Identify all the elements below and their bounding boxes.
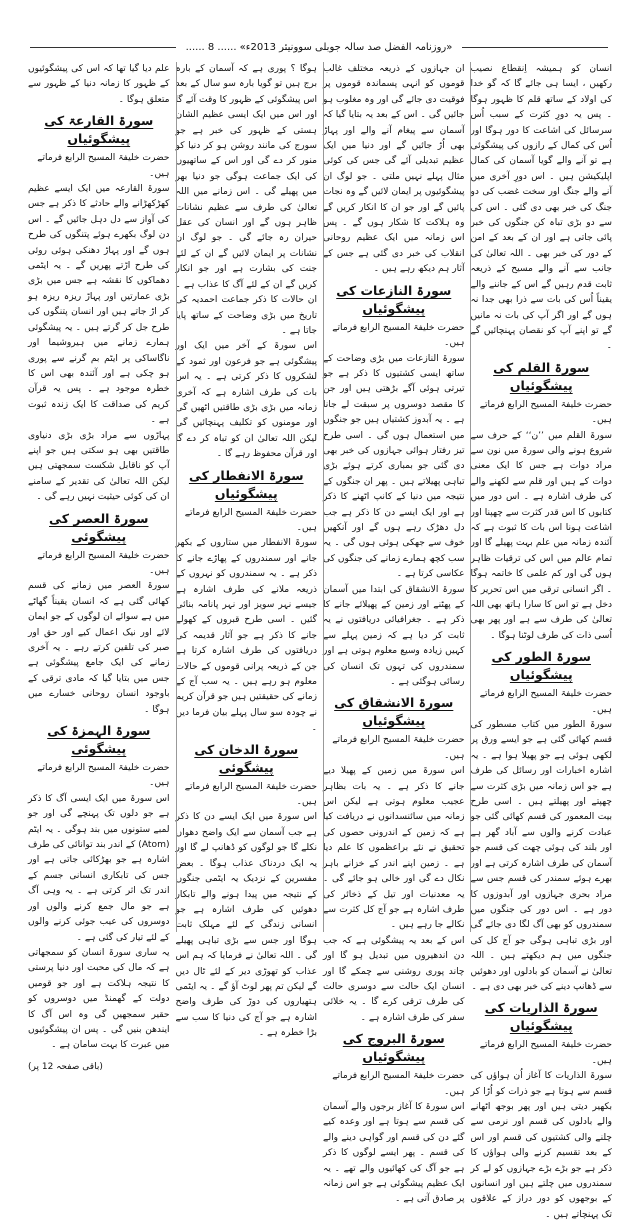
body-paragraph: اس کے بعد یہ پیشگوئی ہے کہ جب دن اندھیروں میں تبدیل ہو گا اور چاند پوری روشنی سے چمکے گا اور انسان ایک حالت سے دوسری حالت کی طرف ترقی کرے گا ۔ یہ خلائی سفر کی طرف اشارہ ہے ۔ — [323, 935, 465, 1023]
section-heading: سورۃ الہمزۃ کی پیشگوئی — [47, 723, 151, 757]
attribution-line: حضرت خلیفۃ المسیح الرابع فرماتے ہیں۔ — [332, 735, 465, 761]
body-paragraph: سورۃ العصر میں زمانے کی قسم کھائی گئی ہے کہ انسان یقیناً گھاٹے میں ہے سوائے ان لوگوں کے جو ایمان لائے اور نیک اعمال کیے اور حق اور صبر کی تلقین کرتے رہے ۔ یہ آخری زمانے کی ایک جامع پیشگوئی ہے جس میں بتایا گیا کہ مادی ترقی کے باوجود انسان روحانی خسارے میں ہوگا ۔ — [28, 581, 170, 715]
attribution-line: حضرت خلیفۃ المسیح الرابع فرماتے ہیں۔ — [184, 507, 317, 533]
body-paragraph: سورۃ النازعات میں بڑی وضاحت کے ساتھ ایسی کشتیوں کا ذکر ہے جو تیرتی ہوئی آگے بڑھتی ہیں اور جن کا مقصد دوسروں پر سبقت لے جانا ہے ۔ یہ آبدوز کشتیاں ہیں جو جنگوں میں استعمال ہوں گی ۔ اسی طرح تیز رفتار ہوائی جہازوں کی خبر بھی دی گئی جو بمباری کرتے ہوئے بڑی تباہی پھیلاتے ہیں ۔ پھر ان جنگوں کے نتیجہ میں دنیا کے کانپ اٹھنے کا ذکر ہے اور ایک ایسے دن کا ذکر ہے جب دل دھڑک رہے ہوں گے اور آنکھیں خوف سے جھکی ہوئی ہوں گی ۔ یہ سب کچھ ہمارے زمانے کی جنگوں کی عکاسی کرتا ہے ۔ — [323, 353, 465, 580]
body-paragraph: ہوگا ؟ پوری ہے کہ آسمان کے بارہ برج ہیں تو گویا بارہ سو سال کے بعد اس پیشگوئی کے ظہور کا وقت آئے گا اور اس میں ایک ایسی عظیم الشان ہستی کے ظہور کی خبر ہے جو سورج کی مانند روشن ہو کر دنیا کو منور کر دے گی اور اس کے ساتھیوں کی ایک جماعت ہوگی جو دنیا بھر میں پھیلے گی ۔ اس زمانے میں اللہ تعالیٰ کی طرف سے عظیم نشانات ظاہر ہوں گے اور انسان کی عقل حیران رہ جائے گی ۔ جو لوگ ان نشانات پر ایمان لائیں گے ان کے لئے جنت کی بشارت ہے اور جو انکار کریں گے ان کے لئے آگ کا عذاب ہے ۔ ان حالات کا ذکر جماعت احمدیہ کی تاریخ میں بڑی وضاحت کے ساتھ پایا جاتا ہے ۔ — [175, 64, 317, 336]
body-paragraph: سورۃ القلم میں ’’ن‘‘ کے حرف سے شروع ہونے والی سورۃ میں نون سے مراد دوات ہے جس کا ایک معنی دوات کے ہیں اور قلم سے لکھنے والے کی طرف اشارہ ہے ۔ اس دور میں کتابوں کا اس قدر کثرت سے چھپنا اور اشاعت ہونا اس بات کا ثبوت ہے کہ آئندہ زمانہ میں علم بہت پھیلے گا اور تمام عالم میں اس کی ترقیات ظاہر ہوں گی اور کم علمی کا خاتمہ ہوگا ۔ اگر انسانی ترقی میں اس تحریر کا دخل ہے تو اس کا سارا ہاتھ بھی اللہ تعالیٰ کی طرف سے ہے اور پھر بھی اُسی ذات کی طرف لوٹنا ہوگا ۔ — [470, 430, 612, 641]
body-paragraph: اس سورۃ میں زمین کے پھیلا دیے جانے کا ذکر ہے ۔ یہ بات بظاہر عجیب معلوم ہوتی ہے لیکن اس زمانہ میں سائنسدانوں نے دریافت کیا ہے کہ زمین کے اندرونی حصوں کی تحقیق نے نئے براعظموں کا علم دیا ہے ۔ زمین اپنے اندر کے خزانے باہر نکال دے گی اور خالی ہو جائے گی ۔ یہ معدنیات اور تیل کے ذخائر کی طرف اشارہ ہے جو آج کل کثرت سے نکالے جا رہے ہیں ۔ — [323, 766, 465, 931]
body-paragraph: سورۃ الانفطار میں ستاروں کے بکھر جانے اور سمندروں کے پھاڑے جانے کا ذکر ہے ۔ یہ سمندروں کو نہروں کے ذریعہ ملانے کی طرف اشارہ ہے جیسے نہر سویز اور نہر پانامہ بنائی گئیں ۔ اسی طرح قبروں کے کھولے جانے کا ذکر ہے جو آثار قدیمہ کی دریافتوں کی طرف اشارہ کرتا ہے جن کے ذریعہ پرانی قوموں کے حالات معلوم ہو رہے ہیں ۔ یہ سب آج کے زمانے کی حقیقتیں ہیں جو قرآن کریم نے چودہ سو سال پہلے بیان فرما دیں ۔ — [175, 538, 317, 734]
page-header — [30, 38, 608, 56]
continued-note: (باقی صفحہ 12 پر) — [28, 1061, 103, 1072]
attribution-line: حضرت خلیفۃ المسیح الرابع فرماتے ہیں۔ — [37, 153, 170, 179]
section-heading: سورۃ الانشقاق کی پیشگوئیاں — [334, 695, 454, 729]
attribution-line: حضرت خلیفۃ المسیح الرابع فرماتے ہیں۔ — [479, 399, 612, 426]
body-paragraph: اس سورۃ میں ایک ایسی آگ کا ذکر ہے جو دلوں تک پہنچے گی اور جو لمبے ستونوں میں بند ہوگی ۔ یہ ایٹم (Atom) کے اندر بند توانائی کی طرف اشارہ ہے جو بھڑکائی جاتی ہے اور جس کی تابکاری انسانی جسم کے اندر تک اثر کرتی ہے ۔ یہ وہی آگ ہے جو مال جمع کرنے والوں اور دوسروں کی عیب جوئی کرنے والوں کے لئے تیار کی گئی ہے ۔ — [28, 793, 170, 943]
column-4 — [28, 62, 170, 1072]
body-paragraph: اس سورۃ میں ایک ایسے دن کا ذکر ہے جب آسمان سے ایک واضح دھواں نکلے گا جو لوگوں کو ڈھانپ لے گا اور یہ ایک دردناک عذاب ہوگا ۔ بعض مفسرین کے نزدیک یہ ایٹمی جنگوں کے نتیجہ میں پیدا ہونے والے تابکار دھوئیں کی طرف اشارہ ہے جو انسانی زندگی کے لئے مہلک ثابت ہوگا اور جس سے بڑی تباہی پھیلے گی ۔ اللہ تعالیٰ نے فرمایا کہ ہم اس عذاب کو تھوڑی دیر کے لئے ٹال دیں گے لیکن تم پھر لوٹ آؤ گے ۔ یہ ایٹمی ہتھیاروں کی دوڑ کی طرف واضح اشارہ ہے جو آج کی دنیا کا سب سے بڑا خطرہ ہے ۔ — [175, 812, 317, 1039]
article-columns — [28, 62, 612, 1220]
column-divider — [176, 62, 177, 932]
body-paragraph: سورۃ الانشقاق کی ابتدا میں آسمان کے پھٹنے اور زمین کے پھیلائے جانے کا ذکر ہے ۔ جغرافیائی دریافتوں نے یہ ثابت کر دیا ہے کہ زمین پہلے سے کہیں زیادہ وسیع معلوم ہوتی ہے اور سمندروں کی تہوں تک انسان کی رسائی ہوگئی ہے ۔ — [323, 584, 465, 688]
body-paragraph: انسان کو ہمیشہ اِنقطاع نصیب رکھیں ، ایسا ہی جائے گا کہ گو خدا کی اولاد کے ساتھ قلم کا ظہور ہوگا ۔ پس یہ دورِ کثرت کے سبب اُس سرسائل کی اشاعت کا دور ہوگا اور اُس کی کمال کے رازوں کی پیشگوئی ہے تو آنے والے گویا آسمان کی کمال اپلیکیشن ہیں ۔ اس دورِ آخری میں آنے والے جنگ اور سخت غضب کی دو جنگ کی خبر بھی دی گئی ۔ اس کی سے دو بڑی تباہ کن جنگوں کی خبر پائی جاتی ہے اور ان کے بعد کے امن کے دور کی خبر بھی ۔ اللہ تعالیٰ کی جانب سے آنے والے مسیح کے ذریعہ ثابت قدم رہیں گے اس کے جاننے والے یقیناً اُس کی بات سے ذرا بھی جدا نہ ہوں گے اور اگر آپ کی بات نہ مانیں گے تو اپنے آپ کو نقصان پہنچائیں گے ۔ — [470, 64, 612, 352]
section-heading: سورۃ الدخان کی پیشگوئی — [194, 741, 299, 775]
attribution-line: حضرت خلیفۃ المسیح الرابع فرماتے ہیں۔ — [37, 550, 170, 576]
header-text: «روزنامہ الفضل صد سالہ جوبلی سوونیئر 2013ء» ...... 8 ...... — [176, 42, 463, 53]
section-heading: سورۃ القلم کی پیشگوئیاں — [493, 359, 590, 393]
attribution-line: حضرت خلیفۃ المسیح الرابع فرماتے ہیں۔ — [332, 322, 465, 349]
section-heading: سورۃ العصر کی پیشگوئی — [49, 510, 149, 544]
body-paragraph: پہاڑوں سے مراد بڑی بڑی دنیاوی طاقتیں بھی ہو سکتی ہیں جو اپنے آپ کو ناقابل شکست سمجھتی ہیں لیکن اللہ تعالیٰ کی تقدیر کے سامنے ان کی کوئی حیثیت نہیں رہے گی ۔ — [28, 430, 170, 503]
column-2 — [323, 62, 465, 1205]
body-paragraph: اس سورۃ کے آخر میں ایک اور پیشگوئی ہے جو فرعون اور ثمود کے لشکروں کا ذکر کرتی ہے ۔ یہ اس بات کی طرف اشارہ ہے کہ آخری زمانہ میں بڑی بڑی طاقتیں اٹھیں گی اور مومنوں کو تکلیف پہنچائیں گی لیکن اللہ تعالیٰ ان کو تباہ کر دے گا اور قرآن محفوظ رہے گا ۔ — [175, 341, 317, 460]
attribution-line: حضرت خلیفۃ المسیح الرابع فرماتے ہیں۔ — [184, 781, 317, 808]
body-paragraph: ان جہازوں کے ذریعہ مختلف غالب قوموں کو انہی پسماندہ قوموں پر فوقیت دی جائے گی اور وہ مغلوب ہو جائیں گی ۔ اس کے بعد یہ بتایا گیا کہ آسمان سے پیغام آنے والے اور پہاڑ بھی اُڑ جائیں گے اور دنیا میں ایک عظیم تبدیلی آئے گی جس کی کوئی مثال پہلے نہیں ملتی ۔ جو لوگ ان پیشگوئیوں پر ایمان لائیں گے وہ نجات پائیں گے اور جو ان کا انکار کریں گے وہ ہلاکت کا شکار ہوں گے ۔ پس اس زمانہ میں ایک عظیم روحانی انقلاب کی خبر دی گئی ہے جس کے آثار ہم دیکھ رہے ہیں ۔ — [323, 64, 465, 275]
body-paragraph: سورۃ الطور میں کتاب مسطور کی قسم کھائی گئی ہے جو ایسے ورق پر لکھی ہوئی ہے جو پھیلا ہوا ہے ۔ یہ اشارہ اخبارات اور رسائل کی طرف ہے جو اس زمانہ میں بڑی کثرت سے چھپتے اور پھیلتے ہیں ۔ اسی طرح بیت المعمور کی قسم کھائی گئی جو عبادت کرنے والوں سے آباد گھر ہے اور بلند کی ہوئی چھت کی قسم جو آسمان کی طرف اشارہ کرتی ہے اور بھرے ہوئے سمندر کی قسم جس سے مراد بحری جہازوں اور آبدوزوں کا دور ہے ۔ اس دور کی جنگوں میں سمندروں کو بھی آگ لگا دی جائے گی اور بڑی تباہی ہوگی جو آج کل کی جنگوں میں ہم دیکھتے ہیں ۔ اللہ تعالیٰ نے آسمان کو بادلوں اور دھوئیں سے ڈھانپ دینے کی خبر بھی دی ہے ۔ — [470, 720, 612, 992]
section-heading: سورۃ البروج کی پیشگوئیاں — [342, 1031, 445, 1065]
section-heading: سورۃ الطور کی پیشگوئیاں — [491, 649, 591, 683]
body-paragraph: یہ ساری سورۃ انسان کو سمجھاتی ہے کہ مال کی محبت اور دنیا پرستی کا نتیجہ ہلاکت ہے اور جو قومیں دولت کے گھمنڈ میں دوسروں کو حقیر سمجھیں گی وہ اس آگ کا ایندھن بنیں گی ۔ پس ان پیشگوئیوں میں عبرت کا بہت سامان ہے ۔ — [28, 947, 170, 1051]
body-paragraph: سورۃ القارعہ میں ایک ایسے عظیم کھڑکھڑانے والے حادثے کا ذکر ہے جس کی آواز سے دل دہل جائیں گے ۔ اس دن لوگ بکھرے ہوئے پتنگوں کی طرح ہوں گے اور پہاڑ دھنکی ہوئی روئی کی طرح اڑتے پھریں گے ۔ یہ ایٹمی دھماکوں کا نقشہ ہے جس میں بڑی بڑی عمارتیں اور پہاڑ ریزہ ریزہ ہو کر اڑ جاتے ہیں اور انسان پتنگوں کی طرح جل کر گرتے ہیں ۔ یہ پیشگوئی ہمارے زمانے میں ہیروشیما اور ناگاساکی پر ایٹم بم گرنے سے پوری ہو چکی ہے اور آئندہ بھی اس کا خطرہ موجود ہے ۔ پس یہ قرآن کریم کی صداقت کا ایک زندہ ثبوت ہے ۔ — [28, 184, 170, 426]
section-heading: سورۃ النازعات کی پیشگوئیاں — [336, 282, 452, 316]
body-paragraph: علم دیا گیا تھا کہ اس کی پیشگوئیوں کے ظہور کا زمانہ دنیا کے ظہور سے متعلق ہوگا ۔ — [28, 64, 170, 105]
section-heading: سورۃ الذاریات کی پیشگوئیاں — [484, 1000, 598, 1034]
body-paragraph: سورۃ الذاریات کا آغاز اُن ہواؤں کی قسم سے ہوتا ہے جو ذرات کو اُڑا کر بکھیر دیتی ہیں اور پھر بوجھ اٹھانے والے بادلوں کی قسم اور نرمی سے چلنے والی کشتیوں کی قسم اور اس کے بعد تقسیم کرنے والی ہواؤں کا ذکر ہے جو بڑے بڑے جہازوں کو لے کر سمندروں میں چلتے ہیں اور انسانوں کے بوجھوں کو دور دراز کے علاقوں تک پہنچاتے ہیں ۔ — [470, 1071, 612, 1220]
body-paragraph: اس سورۃ کا آغاز برجوں والے آسمان کی قسم سے ہوتا ہے اور وعدہ کیے گئے دن کی قسم اور گواہی دینے والے کی قسم ۔ پھر ایسے لوگوں کا ذکر ہے جو آگ کی کھائیوں والے تھے ۔ یہ ایک عظیم پیشگوئی ہے جو اس زمانہ پر صادق آتی ہے ۔ — [323, 1101, 465, 1205]
column-1 — [470, 62, 613, 1220]
attribution-line: حضرت خلیفۃ المسیح الرابع فرماتے ہیں۔ — [479, 689, 612, 715]
column-divider — [470, 62, 471, 932]
attribution-line: حضرت خلیفۃ المسیح الرابع فرماتے ہیں۔ — [37, 763, 170, 789]
attribution-line: حضرت خلیفۃ المسیح الرابع فرماتے ہیں۔ — [479, 1040, 612, 1066]
section-heading: سورۃ الانفطار کی پیشگوئیاں — [188, 467, 304, 501]
section-heading: سورۃ القارعۃ کی پیشگوئیاں — [44, 113, 154, 147]
attribution-line: حضرت خلیفۃ المسیح الرابع فرماتے ہیں۔ — [332, 1071, 465, 1097]
column-3 — [175, 62, 318, 1039]
column-divider — [323, 62, 324, 932]
